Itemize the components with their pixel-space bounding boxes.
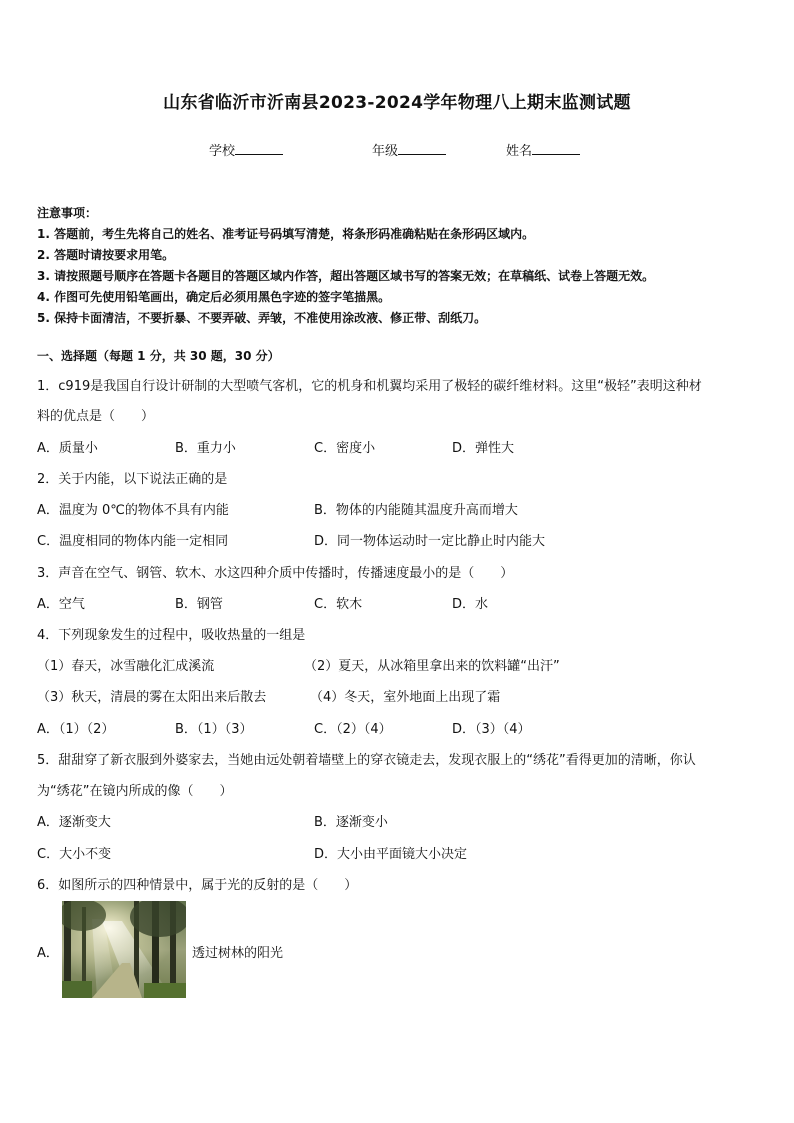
note-item: 3. 请按照题号顺序在答题卡各题目的答题区域内作答，超出答题区域书写的答案无效；在草稿纸、试卷上答题无效。 [37,269,655,283]
q1-stem-line2: 料的优点是（ ） [37,409,155,424]
q2-option-b[interactable]: B．物体的内能随其温度升高而增大 [314,503,518,518]
q5-option-a[interactable]: A．逐渐变大 [37,815,111,830]
q5-option-c[interactable]: C．大小不变 [37,847,112,862]
forest-sunlight-photo [62,901,186,998]
name-field [506,140,580,159]
name-blank[interactable] [532,142,580,155]
q3-option-a[interactable]: A．空气 [37,597,85,612]
section-heading: 一、选择题（每题 1 分，共 30 题，30 分） [37,349,280,363]
note-item: 1. 答题前，考生先将自己的姓名、准考证号码填写清楚，将条形码准确粘贴在条形码区域内。 [37,227,535,241]
q5-option-d[interactable]: D．大小由平面镜大小决定 [314,847,468,862]
notes-heading: 注意事项： [37,206,98,220]
q3-option-d[interactable]: D．水 [452,597,489,612]
q1-option-b[interactable]: B．重力小 [175,441,236,456]
name-label: 姓名 [506,144,533,159]
q4-option-b[interactable]: B．（1）（3） [175,722,253,737]
note-item: 5. 保持卡面清洁，不要折暴、不要弄破、弄皱，不准使用涂改液、修正带、刮纸刀。 [37,311,487,325]
q4-option-d[interactable]: D．（3）（4） [452,722,531,737]
q3-option-c[interactable]: C．软木 [314,597,363,612]
q1-stem-line1: 1．c919是我国自行设计研制的大型喷气客机，它的机身和机翼均采用了极轻的碳纤维材料。这里“极轻”表明这种材 [37,379,702,394]
q1-option-a[interactable]: A．质量小 [37,441,98,456]
q4-option-c[interactable]: C．（2）（4） [314,722,392,737]
q4-item-4: （4）冬天，室外地面上出现了霜 [310,690,501,705]
q2-option-d[interactable]: D．同一物体运动时一定比静止时内能大 [314,534,546,549]
q5-option-b[interactable]: B．逐渐变小 [314,815,388,830]
q2-option-c[interactable]: C．温度相同的物体内能一定相同 [37,534,229,549]
q4-item-1: （1）春天，冰雪融化汇成溪流 [37,659,215,674]
q6-option-a-caption: 透过树林的阳光 [192,946,284,961]
school-label: 学校 [209,144,236,159]
page-title: 山东省临沂市沂南县2023-2024学年物理八上期末监测试题 [163,93,631,113]
q6-option-a-label[interactable]: A． [37,946,59,961]
school-field [209,140,283,159]
q3-option-b[interactable]: B．钢管 [175,597,223,612]
q3-stem: 3．声音在空气、钢管、软木、水这四种介质中传播时，传播速度最小的是（ ） [37,566,514,581]
note-item: 2. 答题时请按要求用笔。 [37,248,175,262]
q5-stem-line2: 为“绣花”在镜内所成的像（ ） [37,784,233,799]
q4-stem: 4．下列现象发生的过程中，吸收热量的一组是 [37,628,306,643]
q6-stem: 6．如图所示的四种情景中，属于光的反射的是（ ） [37,878,358,893]
notes-block [37,203,654,329]
school-blank[interactable] [235,142,283,155]
q2-stem: 2．关于内能，以下说法正确的是 [37,472,228,487]
note-item: 4. 作图可先使用铅笔画出，确定后必须用黑色字迹的签字笔描黑。 [37,290,391,304]
q4-item-2: （2）夏天，从冰箱里拿出来的饮料罐“出汗” [304,659,560,674]
q2-option-a[interactable]: A．温度为 0℃的物体不具有内能 [37,503,229,518]
q5-stem-line1: 5．甜甜穿了新衣服到外婆家去，当她由远处朝着墙壁上的穿衣镜走去，发现衣服上的“绣花”看得更加的清晰，你认 [37,753,696,768]
q4-option-a[interactable]: A．（1）（2） [37,722,115,737]
grade-blank[interactable] [398,142,446,155]
q4-item-3: （3）秋天，清晨的雾在太阳出来后散去 [37,690,267,705]
q1-option-c[interactable]: C．密度小 [314,441,376,456]
grade-field [372,140,446,159]
grade-label: 年级 [372,144,399,159]
q1-option-d[interactable]: D．弹性大 [452,441,515,456]
